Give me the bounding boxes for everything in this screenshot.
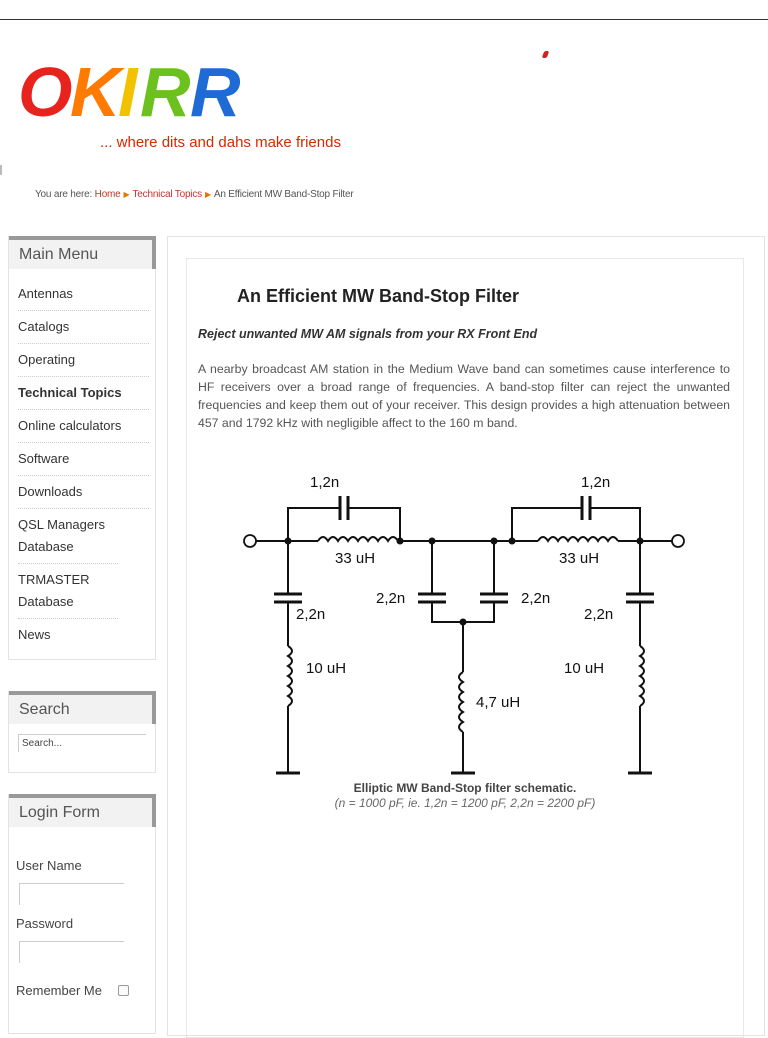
username-label: User Name <box>16 858 82 873</box>
breadcrumb-technical-topics-link[interactable]: Technical Topics <box>132 189 202 200</box>
logo-letter-k: K <box>70 53 121 128</box>
logo-letter-r2: R <box>190 53 241 128</box>
edge-marker <box>0 165 2 175</box>
menu-item-software[interactable]: Software <box>18 443 149 476</box>
label-l-series-right: 33 uH <box>559 550 600 567</box>
remember-me-checkbox[interactable] <box>118 985 129 996</box>
label-c-shunt-right: 2,2n <box>584 606 614 623</box>
decorative-dot <box>542 51 550 58</box>
series-inductor-right <box>538 537 618 541</box>
label-l-shunt-left: 10 uH <box>306 660 347 677</box>
search-panel <box>8 691 156 773</box>
logo-letter-i: I <box>118 53 138 128</box>
main-menu-panel <box>8 236 156 660</box>
breadcrumb <box>35 189 353 200</box>
breadcrumb-arrow-icon: ▶ <box>204 190 211 199</box>
label-c-top-left: 1,2n <box>310 474 340 491</box>
menu-item-online-calculators[interactable]: Online calculators <box>18 410 149 443</box>
remember-me-label: Remember Me <box>16 983 102 998</box>
password-label: Password <box>16 916 74 931</box>
filter-schematic <box>238 466 688 778</box>
output-terminal <box>672 535 684 547</box>
breadcrumb-prefix: You are here: <box>35 189 93 200</box>
bypass-left <box>288 508 340 541</box>
menu-item-news[interactable]: News <box>18 627 51 642</box>
menu-item-trmaster[interactable]: TRMASTER Database <box>18 564 118 619</box>
bypass-left-b <box>348 508 400 541</box>
label-l-mid: 4,7 uH <box>476 694 521 711</box>
site-tagline: ... where dits and dahs make friends <box>100 134 341 151</box>
series-inductor-left <box>318 537 400 541</box>
bypass-right <box>512 508 582 541</box>
figure-caption <box>200 781 730 810</box>
menu-item-qsl-managers[interactable]: QSL Managers Database <box>18 509 118 564</box>
site-logo[interactable] <box>18 48 258 128</box>
login-header <box>9 794 156 827</box>
header-divider <box>0 19 768 20</box>
main-menu-header <box>9 236 156 269</box>
breadcrumb-arrow-icon: ▶ <box>123 190 130 199</box>
article-subtitle: Reject unwanted MW AM signals from your RX Front End <box>198 327 538 341</box>
menu-item-operating[interactable]: Operating <box>18 344 149 377</box>
label-c-mid-left: 2,2n <box>376 590 406 607</box>
remember-me-row <box>16 983 155 998</box>
shunt-inductor-left <box>288 646 292 706</box>
login-panel <box>8 794 156 1034</box>
label-c-mid-right: 2,2n <box>521 590 551 607</box>
bypass-right-b <box>590 508 640 541</box>
logo-graphic <box>18 48 258 128</box>
article-body: A nearby broadcast AM station in the Medium Wave band can sometimes cause interference to HF receivers over a broad range of frequencies. A band-stop filter can reject the unwanted frequencies and keep them out of your receiver. This design provides a high attenuation between 457 and 1792 kHz with negligible affect to the 160 m band. <box>198 362 730 430</box>
menu-item-technical-topics[interactable]: Technical Topics <box>18 377 149 410</box>
article-title: An Efficient MW Band-Stop Filter <box>237 286 519 306</box>
login-title: Login Form <box>19 804 100 821</box>
logo-letter-o: O <box>18 53 73 128</box>
search-title: Search <box>19 701 70 718</box>
label-l-series-left: 33 uH <box>335 550 376 567</box>
menu-item-downloads[interactable]: Downloads <box>18 476 149 509</box>
label-c-top-right: 1,2n <box>581 474 611 491</box>
search-input[interactable] <box>18 734 146 752</box>
username-field[interactable] <box>19 883 124 905</box>
menu-item-catalogs[interactable]: Catalogs <box>18 311 149 344</box>
menu-item-antennas[interactable]: Antennas <box>18 278 149 311</box>
shunt-inductor-right <box>640 646 644 706</box>
logo-letter-r1: R <box>140 53 191 128</box>
breadcrumb-current: An Efficient MW Band-Stop Filter <box>213 189 354 200</box>
figure-caption-title: Elliptic MW Band-Stop filter schematic. <box>353 781 577 795</box>
password-field[interactable] <box>19 941 124 963</box>
mid-inductor <box>459 672 463 732</box>
search-header <box>9 691 156 724</box>
breadcrumb-home-link[interactable]: Home <box>94 189 121 200</box>
figure-caption-note: (n = 1000 pF, ie. 1,2n = 1200 pF, 2,2n = 2200 pF) <box>334 796 596 810</box>
input-terminal <box>244 535 256 547</box>
main-menu-title: Main Menu <box>19 246 99 263</box>
label-c-shunt-left: 2,2n <box>296 606 326 623</box>
label-l-shunt-right: 10 uH <box>564 660 605 677</box>
main-menu-list <box>9 269 155 651</box>
